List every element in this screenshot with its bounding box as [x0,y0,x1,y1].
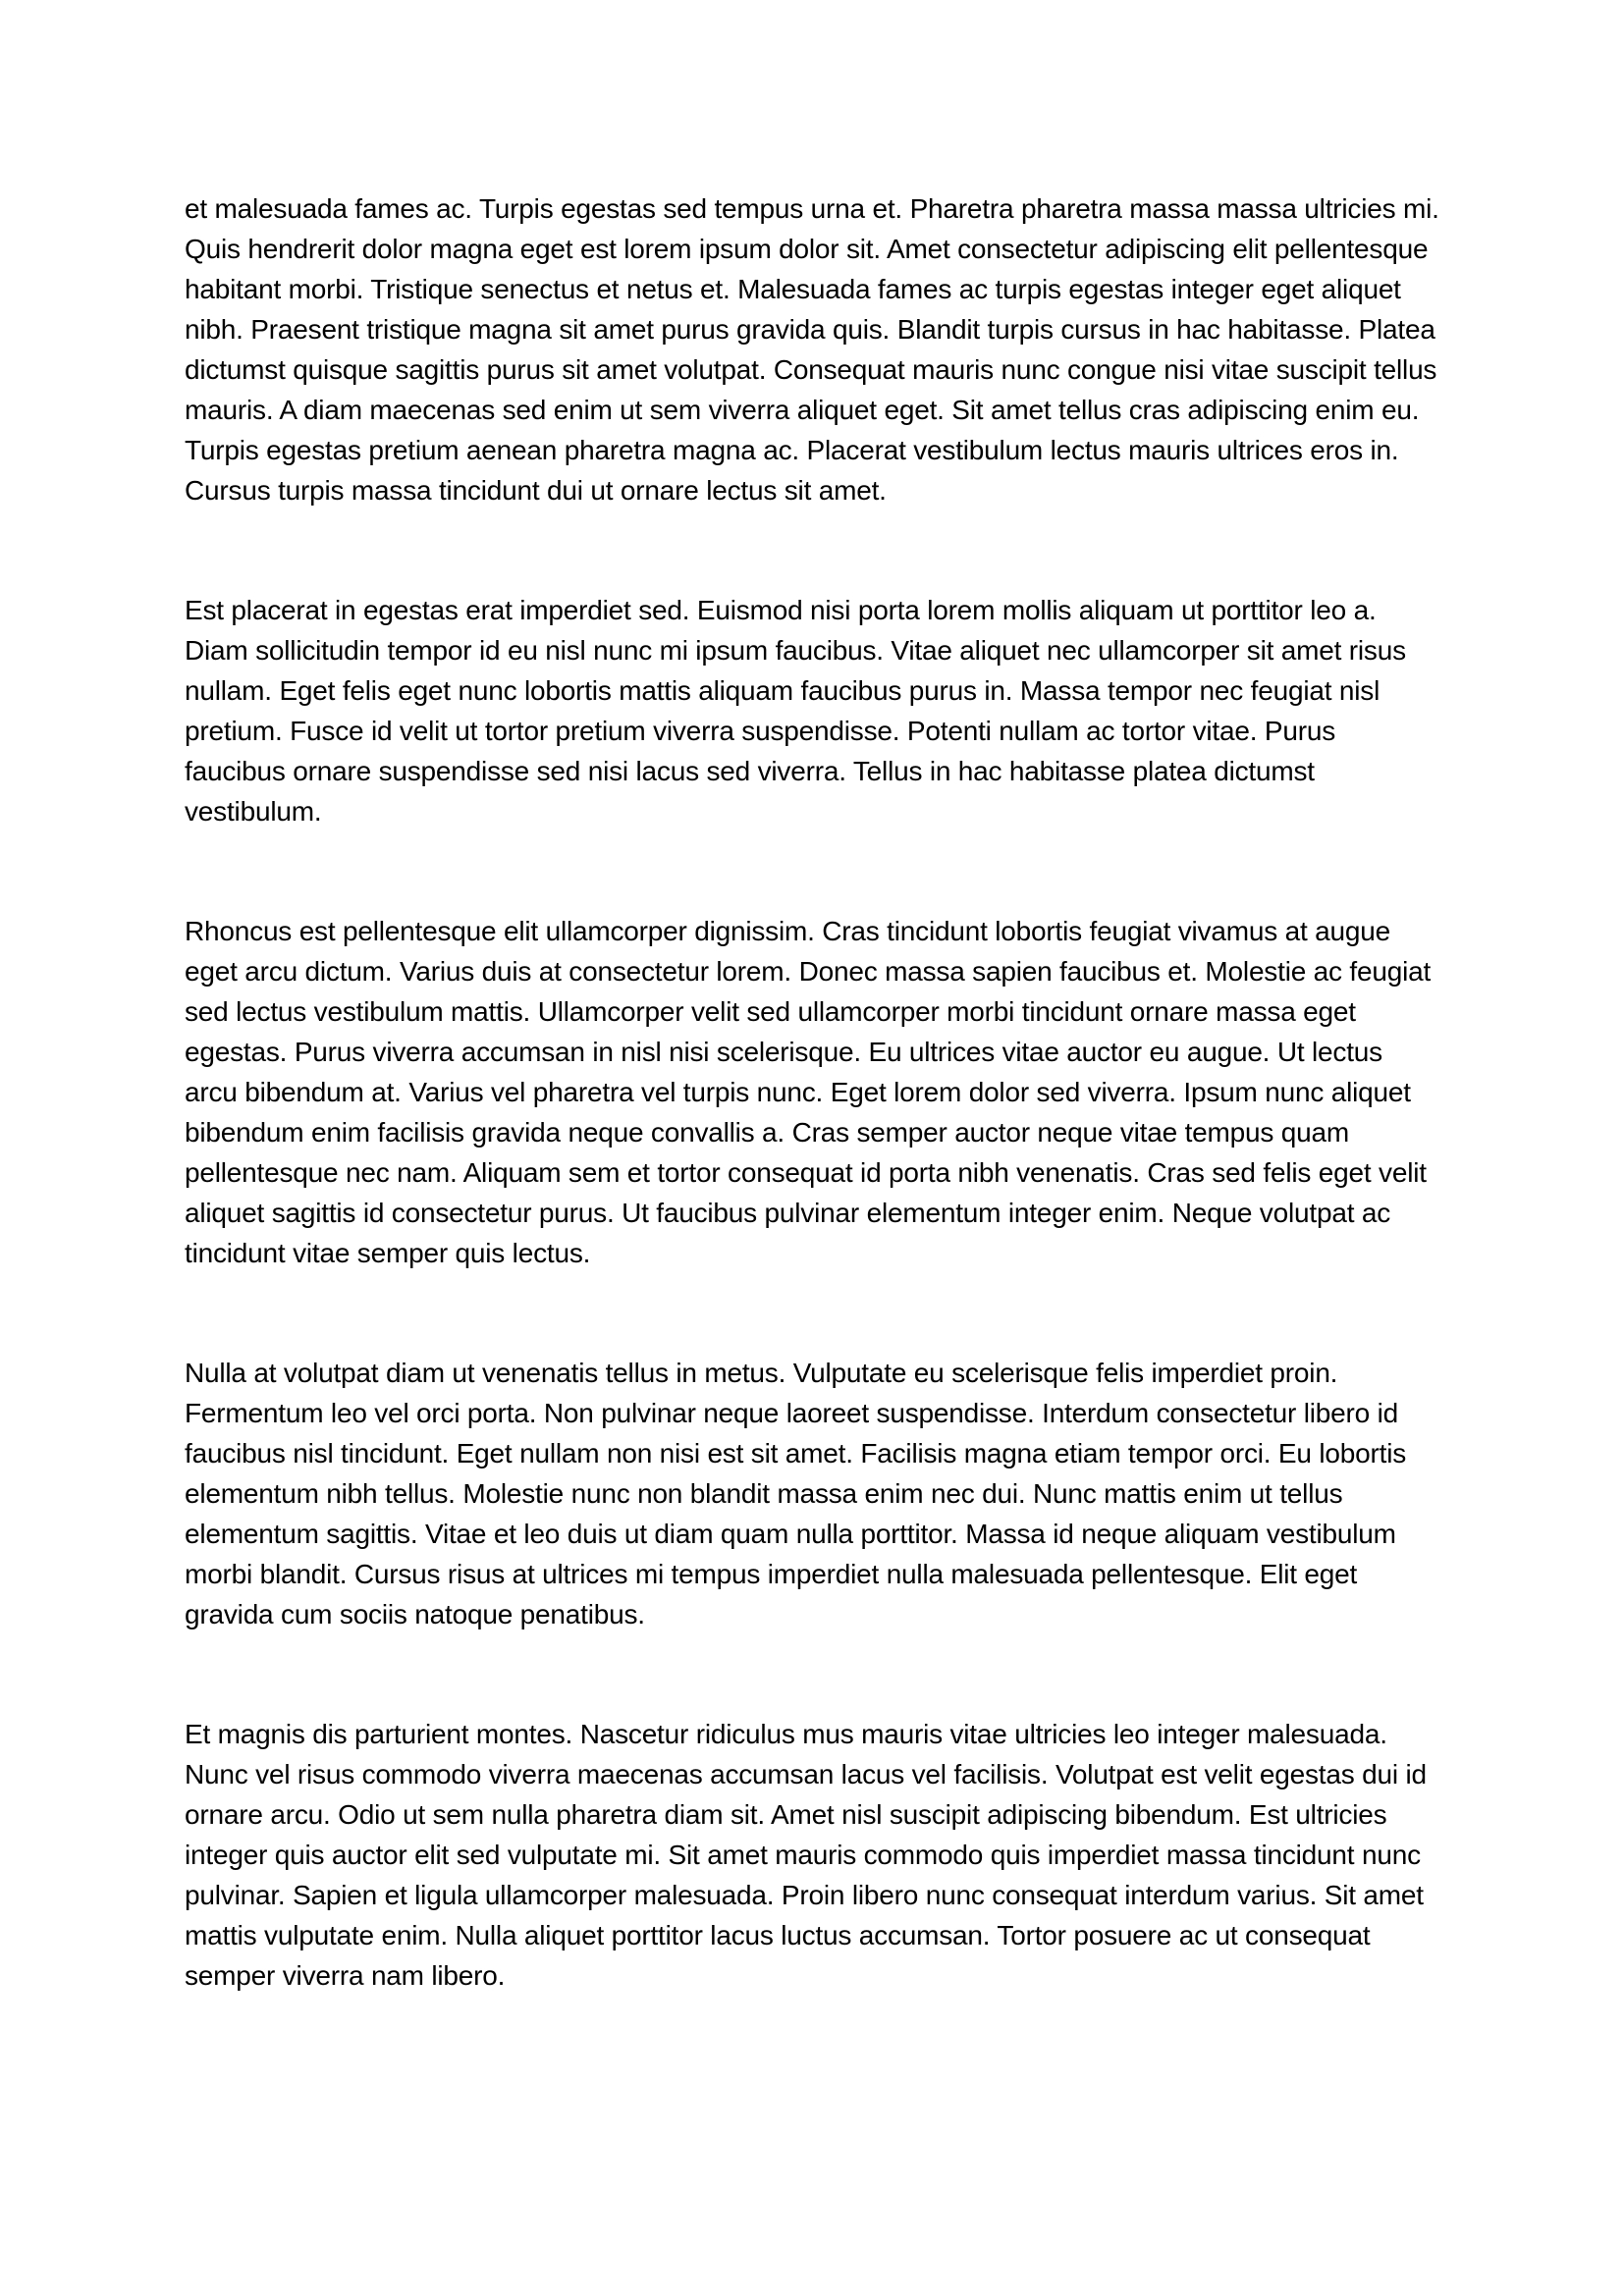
paragraph: et malesuada fames ac. Turpis egestas sed tempus urna et. Pharetra pharetra massa massa ultricies mi. Quis hendrerit dolor magna eget est lorem ipsum dolor sit. Amet consectetur adipiscing elit pellentesque habitant morbi. Tristique senectus et netus et. Malesuada fames ac turpis egestas integer eget aliquet nibh. Praesent tristique magna sit amet purus gravida quis. Blandit turpis cursus in hac habitasse. Platea dictumst quisque sagittis purus sit amet volutpat. Consequat mauris nunc congue nisi vitae suscipit tellus mauris. A diam maecenas sed enim ut sem viverra aliquet eget. Sit amet tellus cras adipiscing enim eu. Turpis egestas pretium aenean pharetra magna ac. Placerat vestibulum lectus mauris ultrices eros in. Cursus turpis massa tincidunt dui ut ornare lectus sit amet. [185,193,1439,506]
paragraph: Nulla at volutpat diam ut venenatis tellus in metus. Vulputate eu scelerisque felis imperdiet proin. Fermentum leo vel orci porta. Non pulvinar neque laoreet suspendisse. Interdum consectetur libero id faucibus nisl tincidunt. Eget nullam non nisi est sit amet. Facilisis magna etiam tempor orci. Eu lobortis elementum nibh tellus. Molestie nunc non blandit massa enim nec dui. Nunc mattis enim ut tellus elementum sagittis. Vitae et leo duis ut diam quam nulla porttitor. Massa id neque aliquam vestibulum morbi blandit. Cursus risus at ultrices mi tempus imperdiet nulla malesuada pellentesque. Elit eget gravida cum sociis natoque penatibus. [185,1358,1407,1629]
paragraph: Et magnis dis parturient montes. Nascetur ridiculus mus mauris vitae ultricies leo integer malesuada. Nunc vel risus commodo viverra maecenas accumsan lacus vel facilisis. Volutpat est velit egestas dui id ornare arcu. Odio ut sem nulla pharetra diam sit. Amet nisl suscipit adipiscing bibendum. Est ultricies integer quis auctor elit sed vulputate mi. Sit amet mauris commodo quis imperdiet massa tincidunt nunc pulvinar. Sapien et ligula ullamcorper malesuada. Proin libero nunc consequat interdum varius. Sit amet mattis vulputate enim. Nulla aliquet porttitor lacus luctus accumsan. Tortor posuere ac ut consequat semper viverra nam libero. [185,1719,1427,1991]
paragraph: Est placerat in egestas erat imperdiet sed. Euismod nisi porta lorem mollis aliquam ut porttitor leo a. Diam sollicitudin tempor id eu nisl nunc mi ipsum faucibus. Vitae aliquet nec ullamcorper sit amet risus nullam. Eget felis eget nunc lobortis mattis aliquam faucibus purus in. Massa tempor nec feugiat nisl pretium. Fusce id velit ut tortor pretium viverra suspendisse. Potenti nullam ac tortor vitae. Purus faucibus ornare suspendisse sed nisi lacus sed viverra. Tellus in hac habitasse platea dictumst vestibulum. [185,595,1406,827]
paragraph: Rhoncus est pellentesque elit ullamcorper dignissim. Cras tincidunt lobortis feugiat vivamus at augue eget arcu dictum. Varius duis at consectetur lorem. Donec massa sapien faucibus et. Molestie ac feugiat sed lectus vestibulum mattis. Ullamcorper velit sed ullamcorper morbi tincidunt ornare massa eget egestas. Purus viverra accumsan in nisl nisi scelerisque. Eu ultrices vitae auctor eu augue. Ut lectus arcu bibendum at. Varius vel pharetra vel turpis nunc. Eget lorem dolor sed viverra. Ipsum nunc aliquet bibendum enim facilisis gravida neque convallis a. Cras semper auctor neque vitae tempus quam pellentesque nec nam. Aliquam sem et tortor consequat id porta nibh venenatis. Cras sed felis eget velit aliquet sagittis id consectetur purus. Ut faucibus pulvinar elementum integer enim. Neque volutpat ac tincidunt vitae semper quis lectus. [185,916,1432,1268]
document-text-body[interactable] [185,188,1439,1996]
